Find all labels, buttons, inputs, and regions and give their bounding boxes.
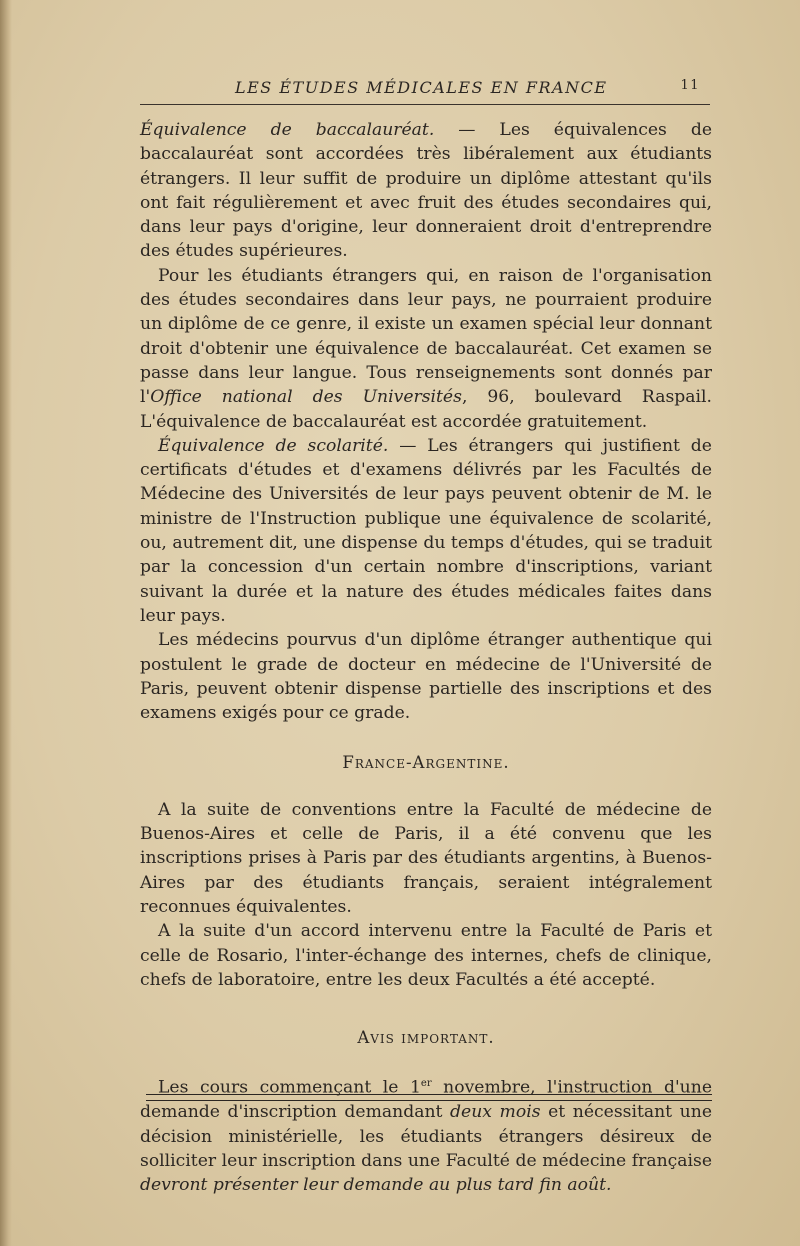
paragraph-equivalence-baccalaureat — [140, 118, 712, 264]
avis-text-a: Les cours commençant le 1 — [158, 1078, 421, 1099]
paragraph-avis — [140, 1072, 712, 1197]
paragraph-examen-special — [140, 264, 712, 434]
paragraph-buenos-aires: A la suite de conventions entre la Faculté de médecine de Buenos-Aires et celle de Paris, il a été convenu que les inscriptions prises à Paris par des étudiants argentins, à Buenos-Aires par des étudiants français, seraient intégralement reconnues équivalentes. — [140, 799, 712, 917]
book-spine-shadow — [0, 0, 12, 1246]
avis-text-b: novembre, l'instruction d'une demande d'inscription demandant — [140, 1078, 712, 1123]
lead-equivalence-scolarite: Équivalence de scolarité. — [158, 435, 389, 456]
avis-text-c: et nécessitant une décision ministérielle, les étudiants étrangers désireux de solliciter leur inscription dans une Faculté de médecine française — [140, 1102, 712, 1172]
office-name: Office national des Universités — [150, 387, 462, 408]
paragraph-rosario: A la suite d'un accord intervenu entre la Faculté de Paris et celle de Rosario, l'inter-échange des internes, chefs de clinique, chefs de laboratoire, entre les deux Facultés a été accepté. — [140, 921, 712, 990]
paragraph-equivalence-scolarite — [140, 434, 712, 628]
lead-equivalence-baccalaureat: Équivalence de baccalauréat. — [140, 120, 435, 140]
heading-avis-important: Avis important. — [357, 1028, 495, 1048]
running-title: LES ÉTUDES MÉDICALES EN FRANCE — [235, 78, 608, 97]
avis-emphasis: devront présenter leur demande au plus tard fin août. — [140, 1175, 612, 1196]
avis-superscript: er — [420, 1078, 432, 1090]
end-double-rule — [146, 1094, 712, 1101]
text-examen-special-b: , 96, boulevard Raspail. L'équivalence de baccalauréat est accordée gratuitement. — [140, 387, 712, 432]
text-examen-special-a: Pour les étudiants étrangers qui, en raison de l'organisation des études secondaires dans leur pays, ne pourraient produire un diplôme de ce genre, il existe un examen spécial leur donnant droit d'obtenir une équivalence de baccalauréat. Cet examen se passe dans leur langue. Tous renseignements sont donnés par l' — [140, 265, 712, 408]
avis-deux-mois: deux mois — [450, 1102, 541, 1123]
header-rule — [140, 104, 710, 105]
running-header — [140, 78, 710, 100]
text-equivalence-scolarite: — Les étrangers qui justifient de certificats d'études et d'examens délivrés par les Facultés de Médecine des Universités de leur pays peuvent obtenir de M. le ministre de l'Instruction publique une équivalence de scolarité, ou, autrement dit, une dispense du temps d'études, qui se traduit par la concession d'un certain nombre d'inscriptions, variant suivant la durée et la nature des études médicales faites dans leur pays. — [140, 435, 712, 626]
text-equivalence-baccalaureat: — Les équivalences de baccalauréat sont accordées très libéralement aux étudiants étrangers. Il leur suffit de produire un diplôme attestant qu'ils ont fait régulièrement et avec fruit des études secondaires qui, dans leur pays d'origine, leur donneraient droit d'entreprendre des études supérieures. — [140, 120, 712, 262]
heading-france-argentine: France-Argentine. — [342, 753, 510, 773]
page-body — [140, 118, 712, 1198]
page-number: 11 — [680, 78, 700, 93]
paragraph-medecins: Les médecins pourvus d'un diplôme étranger authentique qui postulent le grade de docteur en médecine de l'Université de Paris, peuvent obtenir dispense partielle des inscriptions et des examens exigés pour ce grade. — [140, 630, 712, 724]
